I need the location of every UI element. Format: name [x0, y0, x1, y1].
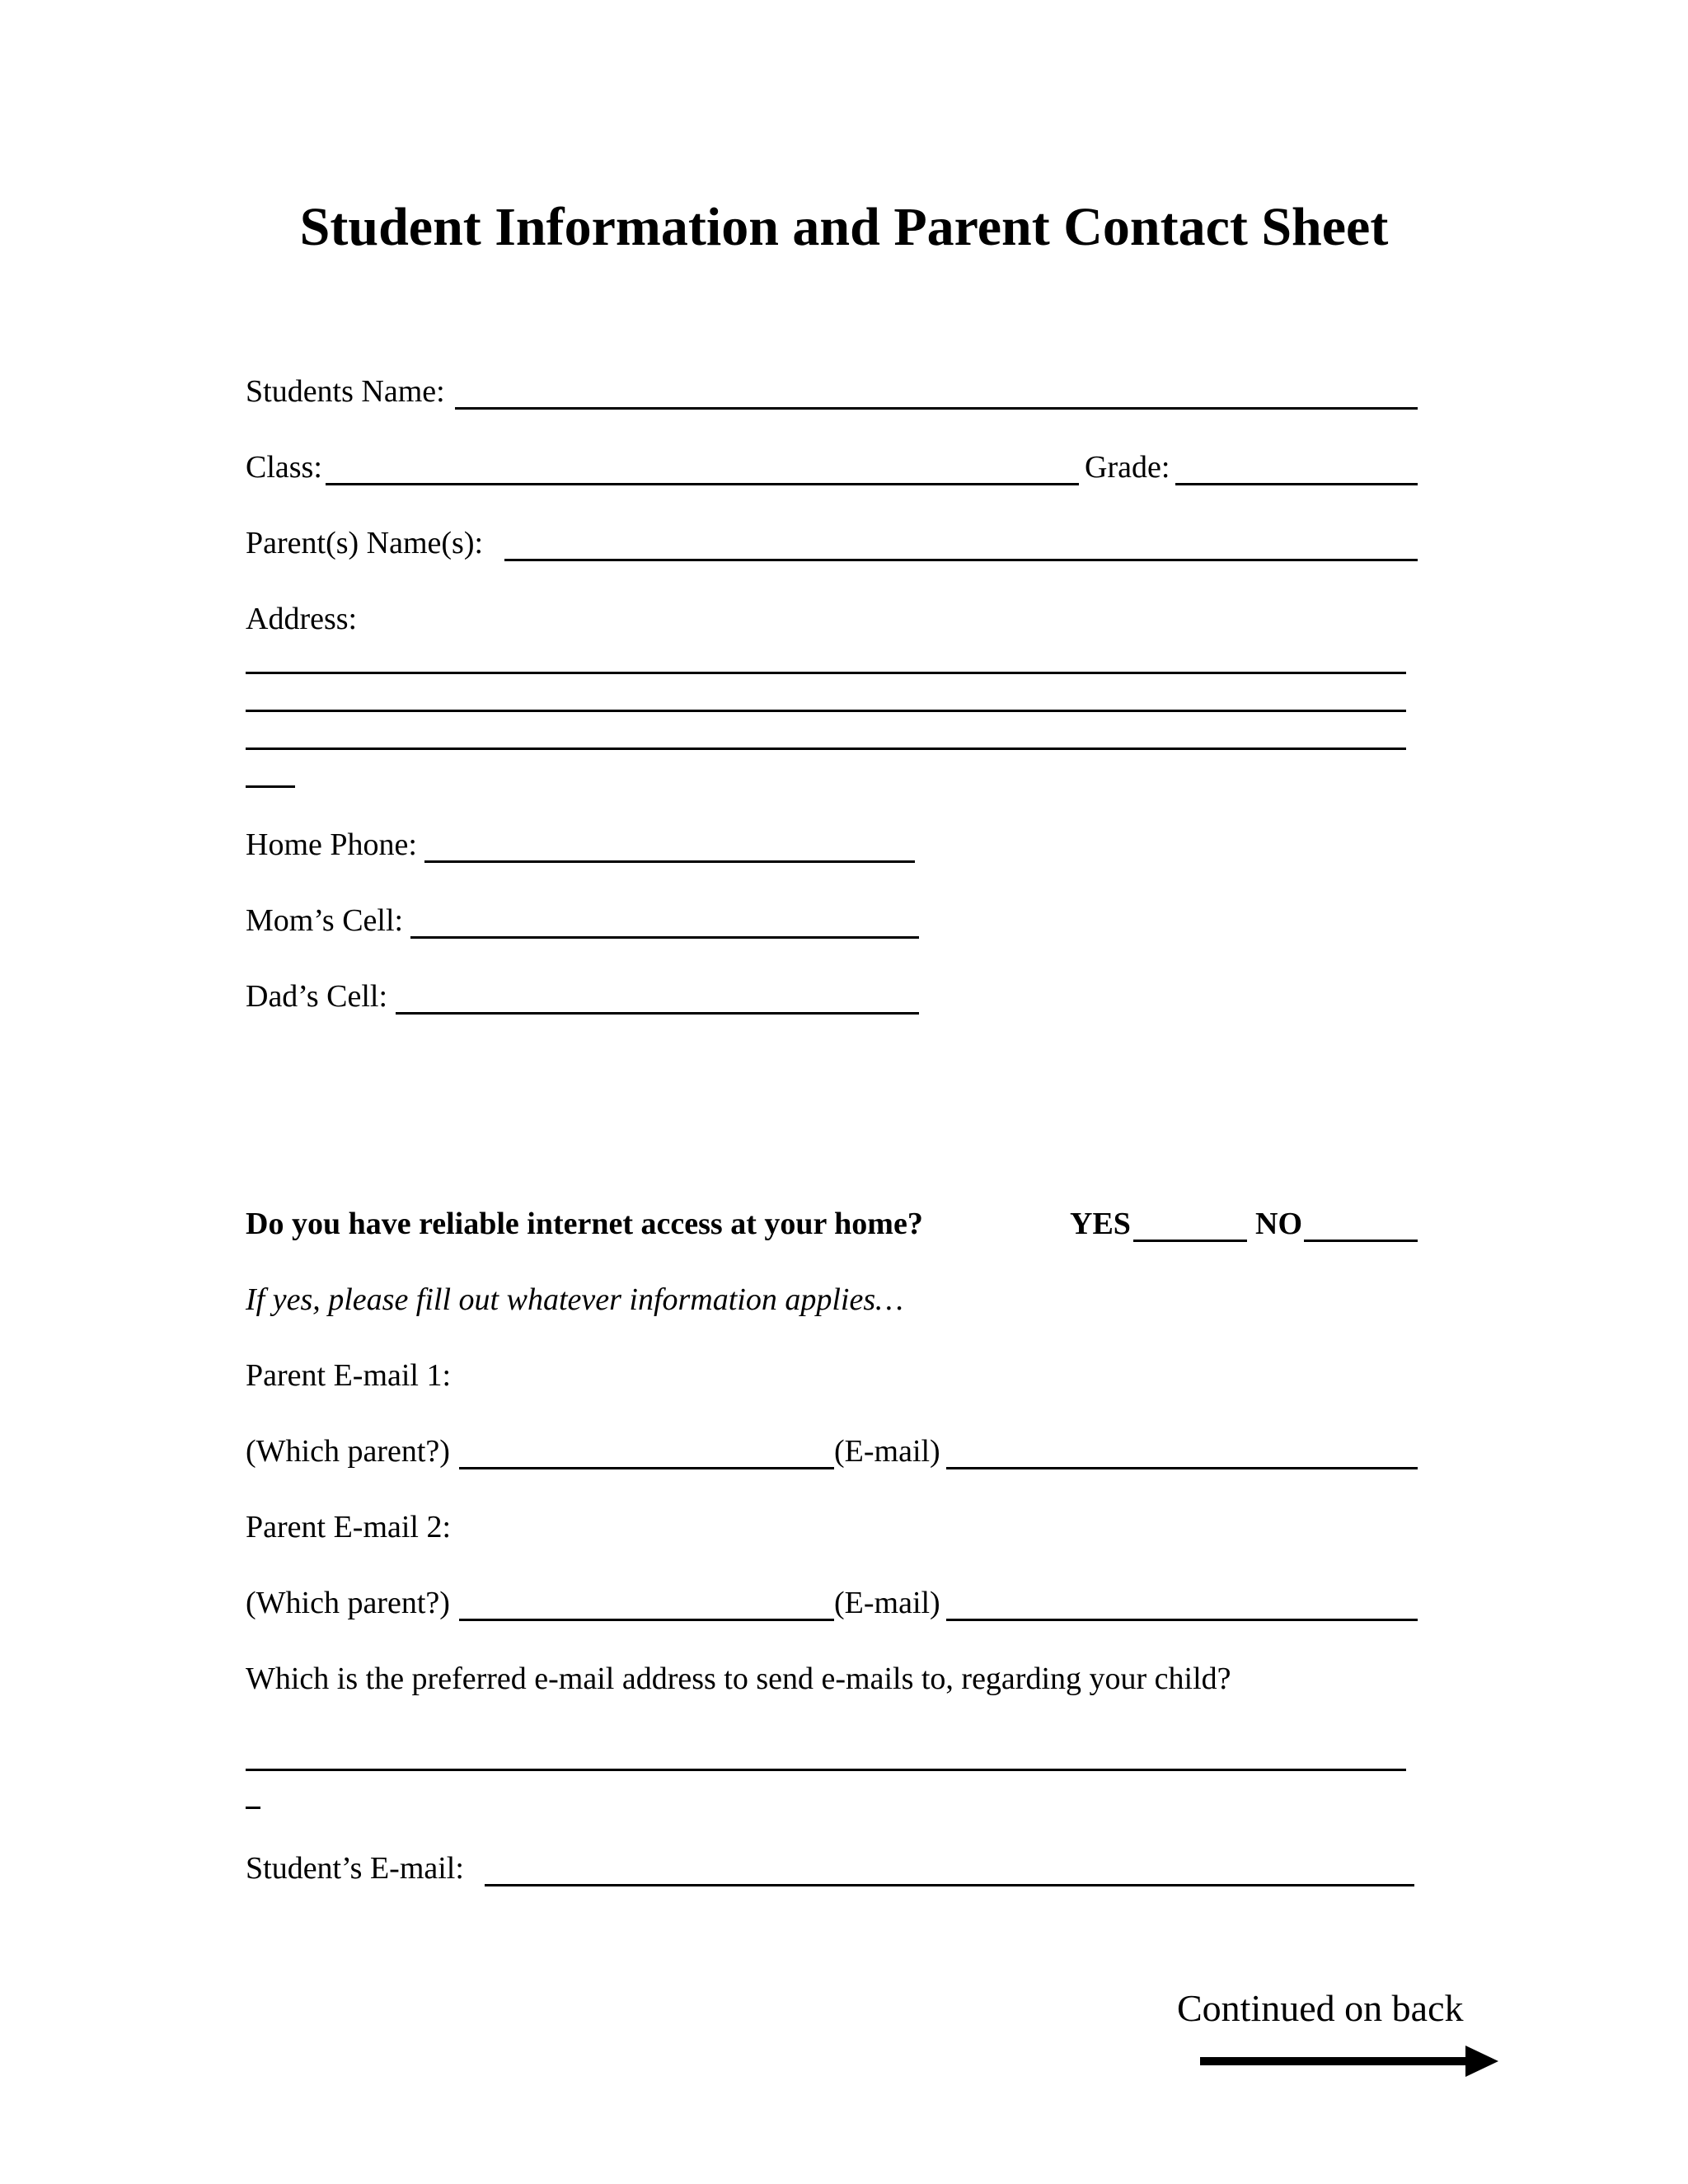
page-title: Student Information and Parent Contact Sheet	[299, 197, 1389, 257]
parent-names-label: Parent(s) Name(s):	[246, 526, 484, 560]
student-name-label: Students Name:	[246, 374, 445, 409]
yes-line[interactable]	[1133, 1240, 1247, 1242]
no-label: NO	[1255, 1207, 1302, 1241]
dads-cell-line[interactable]	[396, 1012, 919, 1015]
preferred-email-line-end[interactable]	[246, 1807, 260, 1809]
student-email-line[interactable]	[485, 1884, 1414, 1886]
preferred-email-line[interactable]	[246, 1769, 1406, 1771]
parent-email-1-label: Parent E-mail 1:	[246, 1358, 452, 1393]
address-label: Address:	[246, 602, 358, 636]
student-email-label: Student’s E-mail:	[246, 1851, 464, 1886]
which-parent-1-label: (Which parent?)	[246, 1434, 450, 1469]
email-1-line[interactable]	[946, 1467, 1418, 1469]
which-parent-2-line[interactable]	[459, 1619, 834, 1621]
email-2-line[interactable]	[946, 1619, 1418, 1621]
no-line[interactable]	[1304, 1240, 1418, 1242]
internet-instruction: If yes, please fill out whatever information applies…	[246, 1282, 903, 1317]
parent-names-line[interactable]	[504, 559, 1418, 561]
which-parent-1-line[interactable]	[459, 1467, 834, 1469]
class-line[interactable]	[326, 483, 1079, 485]
parent-email-2-label: Parent E-mail 2:	[246, 1510, 452, 1544]
grade-label: Grade:	[1085, 450, 1170, 485]
home-phone-label: Home Phone:	[246, 827, 417, 862]
address-line-2[interactable]	[246, 710, 1406, 712]
moms-cell-label: Mom’s Cell:	[246, 903, 404, 938]
continued-on-back-text: Continued on back	[1177, 1987, 1464, 2029]
address-line-3[interactable]	[246, 748, 1406, 750]
address-line-4[interactable]	[246, 785, 295, 788]
address-line-1[interactable]	[246, 672, 1406, 674]
preferred-email-question: Which is the preferred e-mail address to send e-mails to, regarding your child?	[246, 1661, 1231, 1696]
student-name-line[interactable]	[455, 407, 1418, 410]
yes-label: YES	[1070, 1207, 1131, 1241]
email-1-label: (E-mail)	[834, 1434, 940, 1469]
which-parent-2-label: (Which parent?)	[246, 1586, 450, 1620]
class-label: Class:	[246, 450, 322, 485]
home-phone-line[interactable]	[424, 860, 915, 863]
grade-line[interactable]	[1175, 483, 1418, 485]
dads-cell-label: Dad’s Cell:	[246, 979, 388, 1014]
moms-cell-line[interactable]	[410, 936, 919, 939]
internet-question: Do you have reliable internet access at your home?	[246, 1207, 923, 1241]
arrow-right-icon	[1200, 2041, 1498, 2082]
email-2-label: (E-mail)	[834, 1586, 940, 1620]
